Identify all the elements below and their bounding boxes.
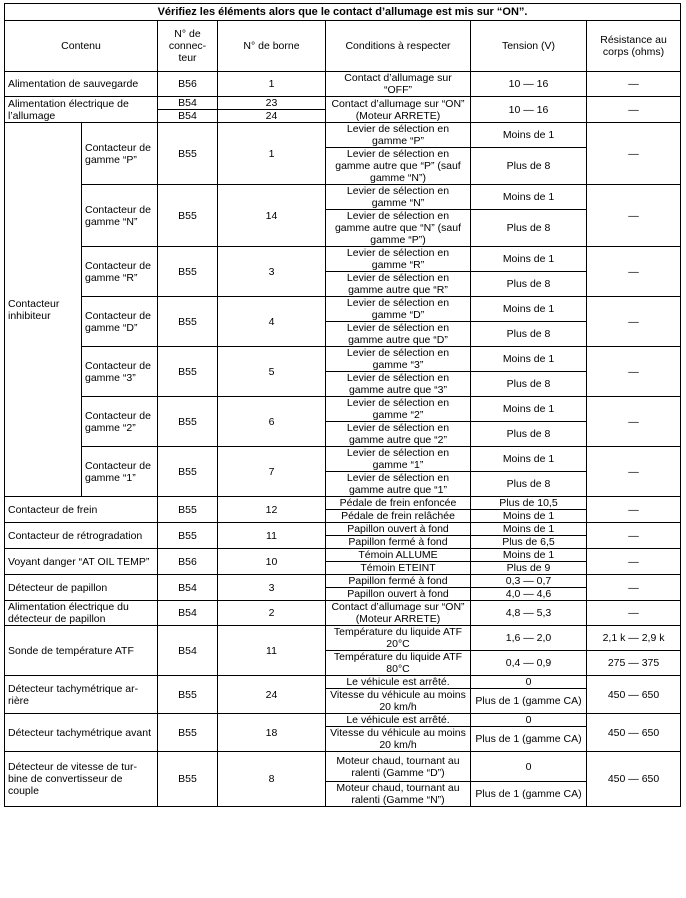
resistance-cell: — (587, 347, 681, 397)
condition-cell: Témoin ALLUME (326, 549, 471, 562)
condition-cell: Levier de sélection en gamme autre que “R” (326, 272, 471, 297)
terminal-cell: 11 (218, 523, 326, 549)
header-conditions: Conditions à respecter (326, 21, 471, 72)
voltage-cell: Moins de 1 (471, 549, 587, 562)
header-row (5, 21, 681, 72)
voltage-cell: Plus de 10,5 (471, 497, 587, 510)
table-row (5, 72, 681, 97)
terminal-cell: 24 (218, 676, 326, 714)
terminal-cell: 14 (218, 185, 326, 247)
row-label: Alimentation de sauvegarde (5, 72, 158, 97)
condition-cell: Vitesse du véhicule au moins 20 km/h (326, 727, 471, 752)
table-row (5, 97, 681, 110)
condition-cell: Levier de sélection en gamme “R” (326, 247, 471, 272)
condition-cell: Pédale de frein enfoncée (326, 497, 471, 510)
sub-label: Contacteur de gamme “P” (82, 123, 158, 185)
resistance-cell: — (587, 123, 681, 185)
condition-cell: Levier de sélection en gamme autre que “3” (326, 372, 471, 397)
table-row (5, 297, 681, 322)
condition-cell: Température du liquide ATF 80°C (326, 651, 471, 676)
connector-cell: B54 (158, 601, 218, 626)
connector-cell: B54 (158, 575, 218, 601)
row-label: Alimentation électrique de l’allumage (5, 97, 158, 123)
table-row (5, 626, 681, 651)
table-row (5, 247, 681, 272)
terminal-cell: 12 (218, 497, 326, 523)
condition-cell: Levier de sélection en gamme “3” (326, 347, 471, 372)
voltage-cell: 10 — 16 (471, 72, 587, 97)
terminal-cell: 8 (218, 752, 326, 807)
condition-cell: Levier de sélection en gamme autre que “N” (sauf gamme “P”) (326, 210, 471, 247)
condition-cell: Papillon ouvert à fond (326, 523, 471, 536)
terminal-cell: 18 (218, 714, 326, 752)
title-row (5, 4, 681, 21)
connector-cell: B55 (158, 347, 218, 397)
voltage-cell: Plus de 1 (gamme CA) (471, 689, 587, 714)
resistance-cell: — (587, 97, 681, 123)
condition-cell: Levier de sélection en gamme “N” (326, 185, 471, 210)
sub-label: Contacteur de gamme “2” (82, 397, 158, 447)
connector-cell: B55 (158, 247, 218, 297)
connector-cell: B55 (158, 714, 218, 752)
resistance-cell: — (587, 549, 681, 575)
voltage-cell: 0 (471, 714, 587, 727)
voltage-cell: Plus de 9 (471, 562, 587, 575)
row-label: Détecteur tachymétrique avant (5, 714, 158, 752)
voltage-cell: 0 (471, 752, 587, 782)
terminal-cell: 5 (218, 347, 326, 397)
terminal-cell: 1 (218, 123, 326, 185)
resistance-cell: — (587, 72, 681, 97)
resistance-cell: — (587, 247, 681, 297)
connector-cell: B54 (158, 110, 218, 123)
row-label: Voyant danger “AT OIL TEMP” (5, 549, 158, 575)
condition-cell: Pédale de frein relâchée (326, 510, 471, 523)
voltage-cell: Moins de 1 (471, 297, 587, 322)
resistance-cell: — (587, 601, 681, 626)
voltage-cell: Moins de 1 (471, 123, 587, 148)
connector-cell: B55 (158, 523, 218, 549)
resistance-cell: — (587, 497, 681, 523)
voltage-cell: Plus de 8 (471, 148, 587, 185)
voltage-cell: Plus de 8 (471, 322, 587, 347)
condition-cell: Le véhicule est arrêté. (326, 676, 471, 689)
connector-cell: B55 (158, 123, 218, 185)
header-contenu: Contenu (5, 21, 158, 72)
resistance-cell: — (587, 297, 681, 347)
sub-label: Contacteur de gamme “R” (82, 247, 158, 297)
resistance-cell: 275 — 375 (587, 651, 681, 676)
terminal-cell: 23 (218, 97, 326, 110)
condition-cell: Température du liquide ATF 20°C (326, 626, 471, 651)
voltage-cell: 0 (471, 676, 587, 689)
condition-cell: Levier de sélection en gamme “1” (326, 447, 471, 472)
connector-cell: B54 (158, 97, 218, 110)
voltage-cell: 1,6 — 2,0 (471, 626, 587, 651)
resistance-cell: — (587, 447, 681, 497)
voltage-cell: Plus de 8 (471, 372, 587, 397)
terminal-cell: 3 (218, 247, 326, 297)
condition-cell: Levier de sélection en gamme autre que “1” (326, 472, 471, 497)
resistance-cell: — (587, 185, 681, 247)
voltage-cell: Plus de 8 (471, 210, 587, 247)
table-row (5, 714, 681, 727)
condition-cell: Levier de sélection en gamme “2” (326, 397, 471, 422)
condition-cell: Levier de sélection en gamme autre que “2” (326, 422, 471, 447)
table-row (5, 752, 681, 782)
row-label: Contacteur de rétrogradation (5, 523, 158, 549)
voltage-cell: Plus de 1 (gamme CA) (471, 782, 587, 807)
resistance-cell: 2,1 k — 2,9 k (587, 626, 681, 651)
header-borne: N° de borne (218, 21, 326, 72)
voltage-cell: 0,4 — 0,9 (471, 651, 587, 676)
table-row (5, 347, 681, 372)
connector-cell: B55 (158, 497, 218, 523)
header-resistance: Résistance au corps (ohms) (587, 21, 681, 72)
voltage-cell: Moins de 1 (471, 397, 587, 422)
voltage-cell: 0,3 — 0,7 (471, 575, 587, 588)
terminal-cell: 3 (218, 575, 326, 601)
resistance-cell: 450 — 650 (587, 676, 681, 714)
voltage-cell: 10 — 16 (471, 97, 587, 123)
table-row (5, 549, 681, 562)
condition-cell: Contact d’allumage sur “ON” (Moteur ARRETE) (326, 97, 471, 123)
voltage-cell: 4,0 — 4,6 (471, 588, 587, 601)
voltage-cell: Moins de 1 (471, 523, 587, 536)
condition-cell: Levier de sélection en gamme autre que “D” (326, 322, 471, 347)
voltage-cell: Moins de 1 (471, 347, 587, 372)
header-tension: Tension (V) (471, 21, 587, 72)
terminal-cell: 1 (218, 72, 326, 97)
header-connecteur: N° de connec- teur (158, 21, 218, 72)
condition-cell: Levier de sélection en gamme “D” (326, 297, 471, 322)
table-row (5, 676, 681, 689)
voltage-cell: Moins de 1 (471, 185, 587, 210)
table-row (5, 447, 681, 472)
table-title: Vérifiez les éléments alors que le contact d’allumage est mis sur “ON”. (5, 4, 681, 21)
condition-cell: Moteur chaud, tournant au ralenti (Gamme “D”) (326, 752, 471, 782)
table-row (5, 523, 681, 536)
condition-cell: Témoin ETEINT (326, 562, 471, 575)
spec-page (4, 3, 681, 807)
voltage-cell: 4,8 — 5,3 (471, 601, 587, 626)
voltage-cell: Plus de 8 (471, 472, 587, 497)
voltage-cell: Plus de 8 (471, 422, 587, 447)
terminal-cell: 10 (218, 549, 326, 575)
condition-cell: Vitesse du véhicule au moins 20 km/h (326, 689, 471, 714)
condition-cell: Levier de sélection en gamme “P” (326, 123, 471, 148)
row-label: Contacteur de frein (5, 497, 158, 523)
voltage-cell: Moins de 1 (471, 247, 587, 272)
connector-cell: B55 (158, 752, 218, 807)
voltage-cell: Moins de 1 (471, 510, 587, 523)
resistance-cell: 450 — 650 (587, 752, 681, 807)
sub-label: Contacteur de gamme “1” (82, 447, 158, 497)
row-label: Détecteur de papillon (5, 575, 158, 601)
table-row (5, 601, 681, 626)
resistance-cell: — (587, 575, 681, 601)
connector-cell: B55 (158, 447, 218, 497)
row-label: Détecteur tachymétrique ar- rière (5, 676, 158, 714)
resistance-cell: — (587, 523, 681, 549)
condition-cell: Contact d’allumage sur “ON” (Moteur ARRETE) (326, 601, 471, 626)
row-label: Contacteur inhibiteur (5, 123, 82, 497)
check-table (4, 3, 681, 807)
terminal-cell: 6 (218, 397, 326, 447)
condition-cell: Moteur chaud, tournant au ralenti (Gamme “N”) (326, 782, 471, 807)
voltage-cell: Plus de 8 (471, 272, 587, 297)
connector-cell: B56 (158, 72, 218, 97)
resistance-cell: 450 — 650 (587, 714, 681, 752)
connector-cell: B56 (158, 549, 218, 575)
voltage-cell: Moins de 1 (471, 447, 587, 472)
condition-cell: Papillon fermé à fond (326, 575, 471, 588)
table-row (5, 497, 681, 510)
condition-cell: Le véhicule est arrêté. (326, 714, 471, 727)
terminal-cell: 11 (218, 626, 326, 676)
connector-cell: B55 (158, 397, 218, 447)
terminal-cell: 2 (218, 601, 326, 626)
table-row (5, 123, 681, 148)
table-row (5, 185, 681, 210)
table-row (5, 397, 681, 422)
sub-label: Contacteur de gamme “N” (82, 185, 158, 247)
terminal-cell: 4 (218, 297, 326, 347)
resistance-cell: — (587, 397, 681, 447)
sub-label: Contacteur de gamme “3” (82, 347, 158, 397)
table-row (5, 575, 681, 588)
voltage-cell: Plus de 1 (gamme CA) (471, 727, 587, 752)
condition-cell: Contact d’allumage sur “OFF” (326, 72, 471, 97)
connector-cell: B55 (158, 676, 218, 714)
condition-cell: Levier de sélection en gamme autre que “P” (sauf gamme “N”) (326, 148, 471, 185)
connector-cell: B55 (158, 297, 218, 347)
terminal-cell: 24 (218, 110, 326, 123)
sub-label: Contacteur de gamme “D” (82, 297, 158, 347)
condition-cell: Papillon fermé à fond (326, 536, 471, 549)
voltage-cell: Plus de 6,5 (471, 536, 587, 549)
row-label: Sonde de température ATF (5, 626, 158, 676)
row-label: Alimentation électrique du détecteur de papillon (5, 601, 158, 626)
condition-cell: Papillon ouvert à fond (326, 588, 471, 601)
row-label: Détecteur de vitesse de tur- bine de convertisseur de couple (5, 752, 158, 807)
connector-cell: B54 (158, 626, 218, 676)
connector-cell: B55 (158, 185, 218, 247)
terminal-cell: 7 (218, 447, 326, 497)
